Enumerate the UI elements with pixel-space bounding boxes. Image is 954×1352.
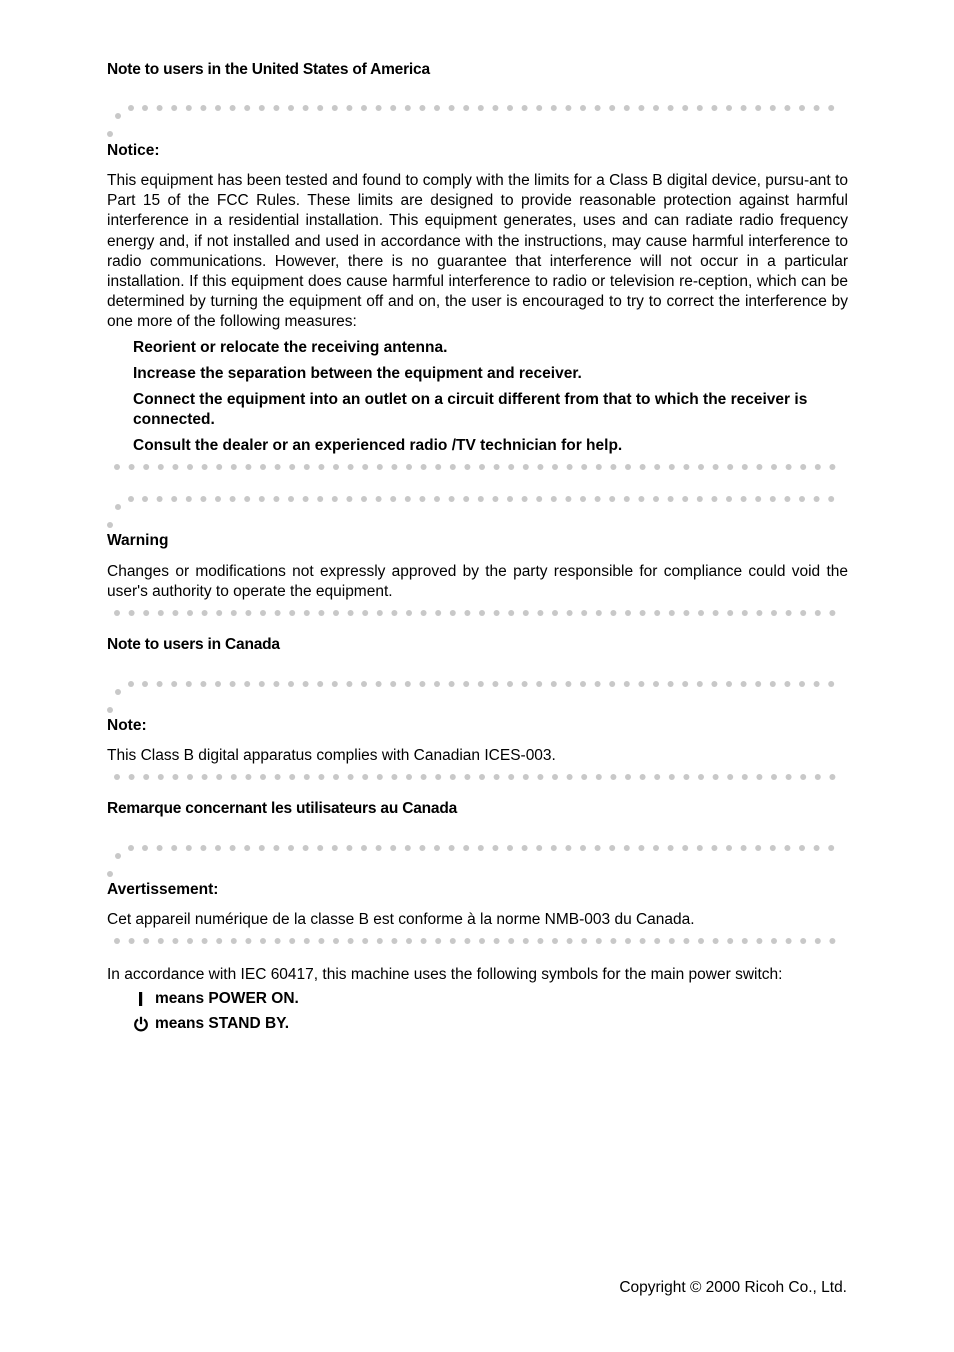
- section-heading-us: Note to users in the United States of America: [107, 61, 430, 78]
- notice-text: This equipment has been tested and found to comply with the limits for a Class B digital device, pursu-ant to Part 15 of the FCC Rules. These limits are designed to provide reasonable protection against harmful interference in a residential installation. This equipment generates, uses and can radiate radio frequency energy and, if not installed and used in accordance with the instructions, may cause harmful interference to radio communications. However, there is no guarantee that interference will not occur in a particular installation. If this equipment does cause harmful interference to radio or television re-ception, which can be determined by turning the equipment off and on, the user is encouraged to try to correct the interference by one more of the following measures:: [107, 172, 848, 331]
- box-top-border-warning: [107, 495, 848, 503]
- power-on-bar-icon: [133, 991, 149, 1007]
- warning-label: Warning: [107, 532, 169, 549]
- box-corner-warning: [107, 495, 147, 534]
- notice-label: Notice:: [107, 142, 160, 159]
- note-text: This Class B digital apparatus complies with Canadian ICES-003.: [107, 747, 556, 764]
- measure-item: Increase the separation between the equipment and receiver.: [133, 365, 582, 382]
- iec-intro: In accordance with IEC 60417, this machine uses the following symbols for the main power switch:: [107, 966, 783, 983]
- avertissement-label: Avertissement:: [107, 881, 219, 898]
- box-corner-note: [107, 680, 147, 719]
- measure-item: Connect the equipment into an outlet on a circuit different from that to which the receiver is connected.: [133, 391, 808, 428]
- section-heading-canada: Note to users in Canada: [107, 636, 280, 653]
- box-corner-avertissement: [107, 844, 147, 883]
- power-on-label: means POWER ON.: [155, 990, 299, 1007]
- box-top-border-avertissement: [107, 844, 848, 852]
- standby-line: [133, 1015, 289, 1033]
- box-bottom-border-note: [107, 773, 848, 781]
- box-top-border-notice: [107, 104, 848, 112]
- measure-item: Reorient or relocate the receiving antenna.: [133, 339, 448, 356]
- box-bottom-border-notice: [107, 463, 848, 471]
- warning-text: Changes or modifications not expressly approved by the party responsible for compliance could void the user's authority to operate the equipment.: [107, 563, 848, 601]
- standby-icon: [133, 1016, 149, 1032]
- section-heading-canada-fr: Remarque concernant les utilisateurs au Canada: [107, 800, 458, 817]
- box-bottom-border-warning: [107, 609, 848, 617]
- standby-label: means STAND BY.: [155, 1015, 290, 1032]
- box-corner-notice: [107, 104, 147, 143]
- box-bottom-border-avertissement: [107, 937, 848, 945]
- avertissement-text: Cet appareil numérique de la classe B est conforme à la norme NMB-003 du Canada.: [107, 911, 695, 928]
- box-top-border-note: [107, 680, 848, 688]
- measure-item: Consult the dealer or an experienced radio /TV technician for help.: [133, 437, 623, 454]
- power-on-line: [133, 990, 299, 1008]
- copyright-footer: Copyright © 2000 Ricoh Co., Ltd.: [619, 1279, 847, 1296]
- note-label: Note:: [107, 717, 147, 734]
